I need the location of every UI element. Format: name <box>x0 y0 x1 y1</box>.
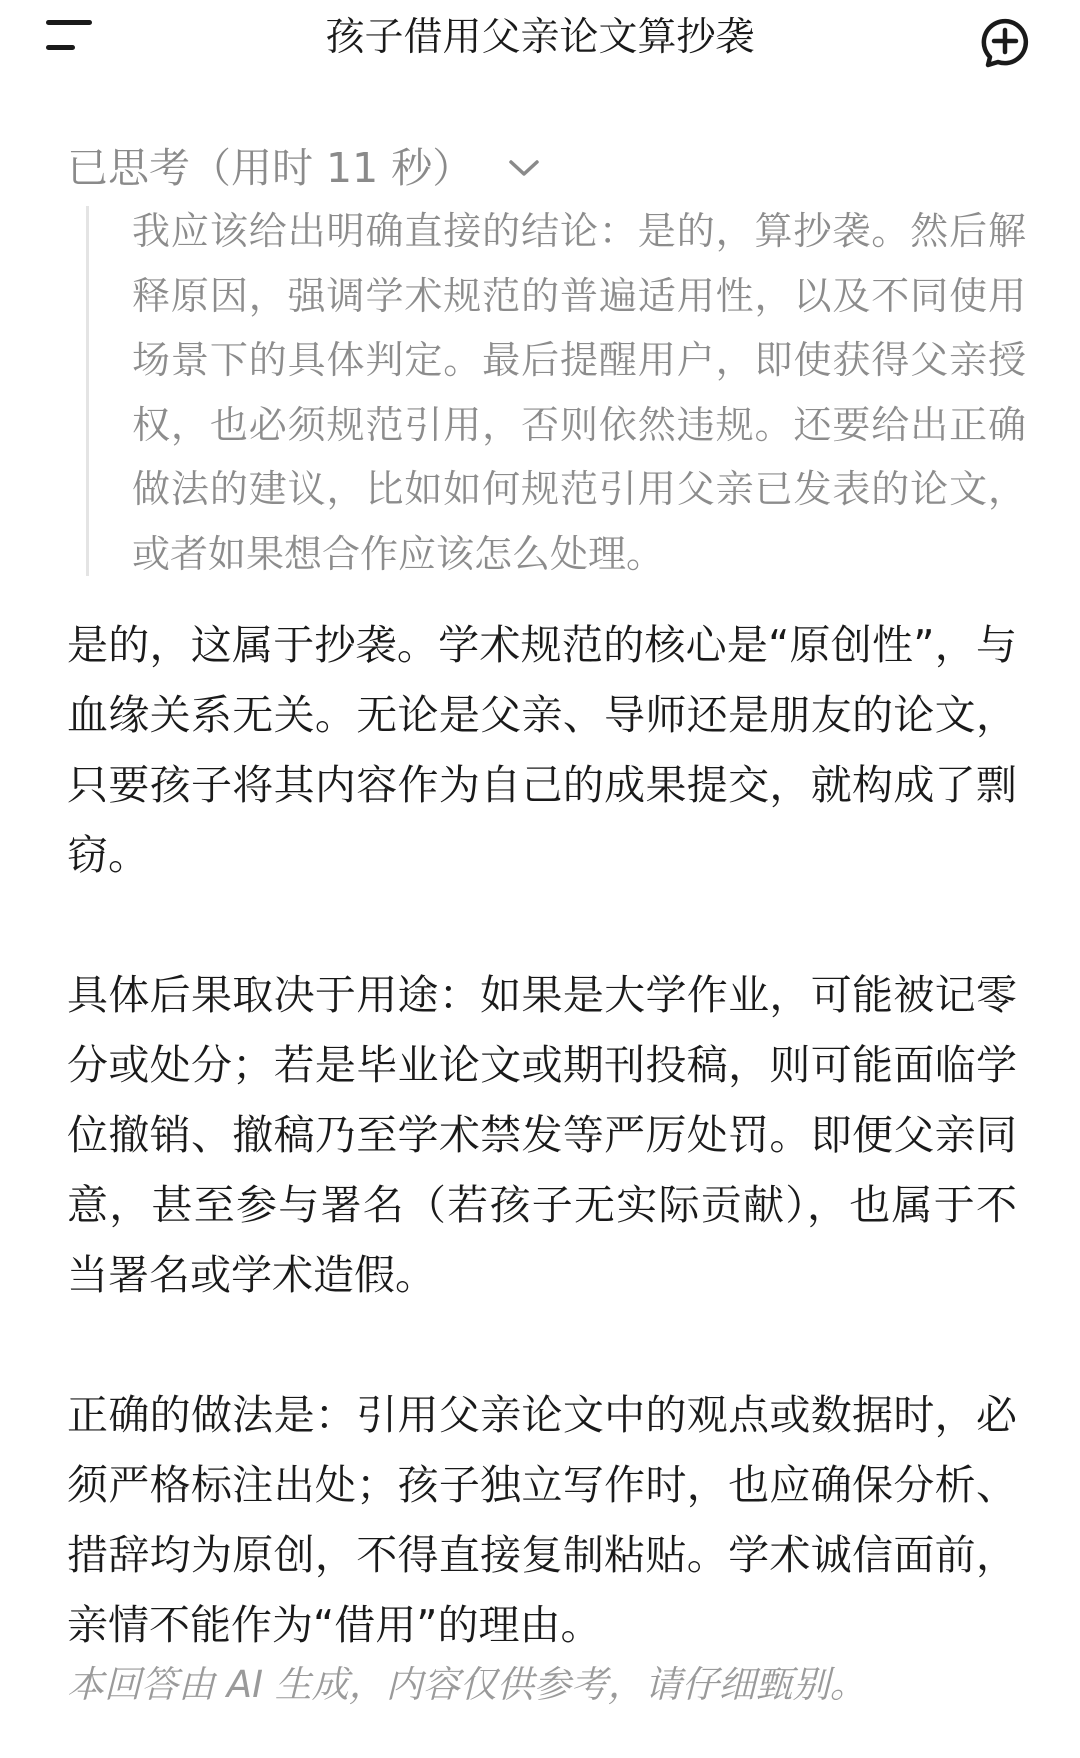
page-title: 孩子借用父亲论文算抄袭 <box>325 15 755 60</box>
answer-paragraph: 是的，这属于抄袭。学术规范的核心是“原创性”，与血缘关系无关。无论是父亲、导师还是朋友的论文，只要孩子将其内容作为自己的成果提交，就构成了剽窃。 <box>67 621 1017 879</box>
top-bar <box>0 0 1080 76</box>
ai-disclaimer: 本回答由 AI 生成，内容仅供参考，请仔细甄别。 <box>67 1663 867 1706</box>
answer-paragraph: 具体后果取决于用途：如果是大学作业，可能被记零分或处分；若是毕业论文或期刊投稿，则可能面临学位撤销、撤稿乃至学术禁发等严厉处罚。即便父亲同意，甚至参与署名（若孩子无实际贡献），也属于不当署名或学术造假。 <box>67 971 1017 1299</box>
answer-paragraph: 正确的做法是：引用父亲论文中的观点或数据时，必须严格标注出处；孩子独立写作时，也应确保分析、措辞均为原创，不得直接复制粘贴。学术诚信面前，亲情不能作为“借用”的理由。 <box>67 1391 1017 1649</box>
new-chat-icon <box>976 10 1036 70</box>
answer-content <box>67 610 1017 1730</box>
thinking-content <box>86 206 1026 576</box>
thinking-toggle[interactable] <box>67 140 541 196</box>
thinking-label: 已思考（用时 11 秒） <box>67 144 474 192</box>
thinking-text: 我应该给出明确直接的结论：是的，算抄袭。然后解释原因，强调学术规范的普遍适用性，以及不同使用场景下的具体判定。最后提醒用户，即使获得父亲授权，也必须规范引用，否则依然违规。还要给出正确做法的建议，比如如何规范引用父亲已发表的论文，或者如果想合作应该怎么处理。 <box>132 209 1026 576</box>
new-chat-button[interactable] <box>976 10 1036 70</box>
chevron-down-icon <box>507 156 541 180</box>
